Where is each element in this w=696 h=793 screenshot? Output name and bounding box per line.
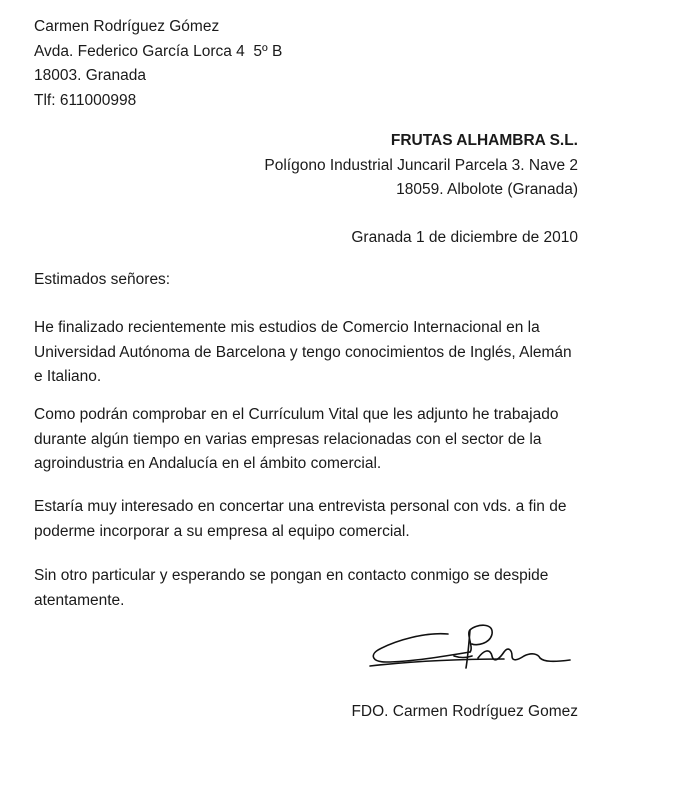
paragraph-line: durante algún tiempo en varias empresas relacionadas con el sector de la (34, 430, 542, 448)
paragraph-line: Universidad Autónoma de Barcelona y tengo conocimientos de Inglés, Alemán (34, 343, 572, 361)
paragraph-closing (34, 564, 634, 613)
handwritten-signature (366, 612, 578, 674)
paragraph-line: Estaría muy interesado en concertar una entrevista personal con vds. a fin de (34, 498, 567, 515)
signoff: FDO. Carmen Rodríguez Gomez (351, 703, 578, 720)
paragraph-line: e Italiano. (34, 368, 102, 385)
paragraph-studies (34, 316, 634, 390)
sender-block (34, 15, 282, 113)
recipient-company: FRUTAS ALHAMBRA S.L. (390, 132, 578, 149)
paragraph-interview (34, 495, 634, 544)
recipient-block (264, 129, 578, 203)
recipient-city: 18059. Albolote (Granada) (396, 181, 578, 198)
recipient-address: Polígono Industrial Juncaril Parcela 3. Nave 2 (264, 156, 578, 174)
sender-city: 18003. Granada (34, 67, 147, 84)
greeting: Estimados señores: (34, 271, 171, 288)
paragraph-line: Como podrán comprobar en el Currículum Vital que les adjunto he trabajado (34, 406, 559, 423)
sender-address: Avda. Federico García Lorca 4 5º B (34, 42, 283, 60)
paragraph-line: He finalizado recientemente mis estudios de Comercio Internacional en la (34, 319, 540, 336)
paragraph-line: Sin otro particular y esperando se pongan en contacto conmigo se despide (34, 567, 549, 584)
letter-date: Granada 1 de diciembre de 2010 (351, 229, 578, 246)
sender-phone: Tlf: 611000998 (34, 91, 137, 109)
paragraph-line: atentamente. (34, 591, 125, 609)
paragraph-line: agroindustria en Andalucía en el ámbito comercial. (34, 455, 382, 472)
paragraph-experience (34, 403, 634, 477)
sender-name: Carmen Rodríguez Gómez (34, 18, 220, 35)
paragraph-line: poderme incorporar a su empresa al equipo comercial. (34, 522, 410, 540)
